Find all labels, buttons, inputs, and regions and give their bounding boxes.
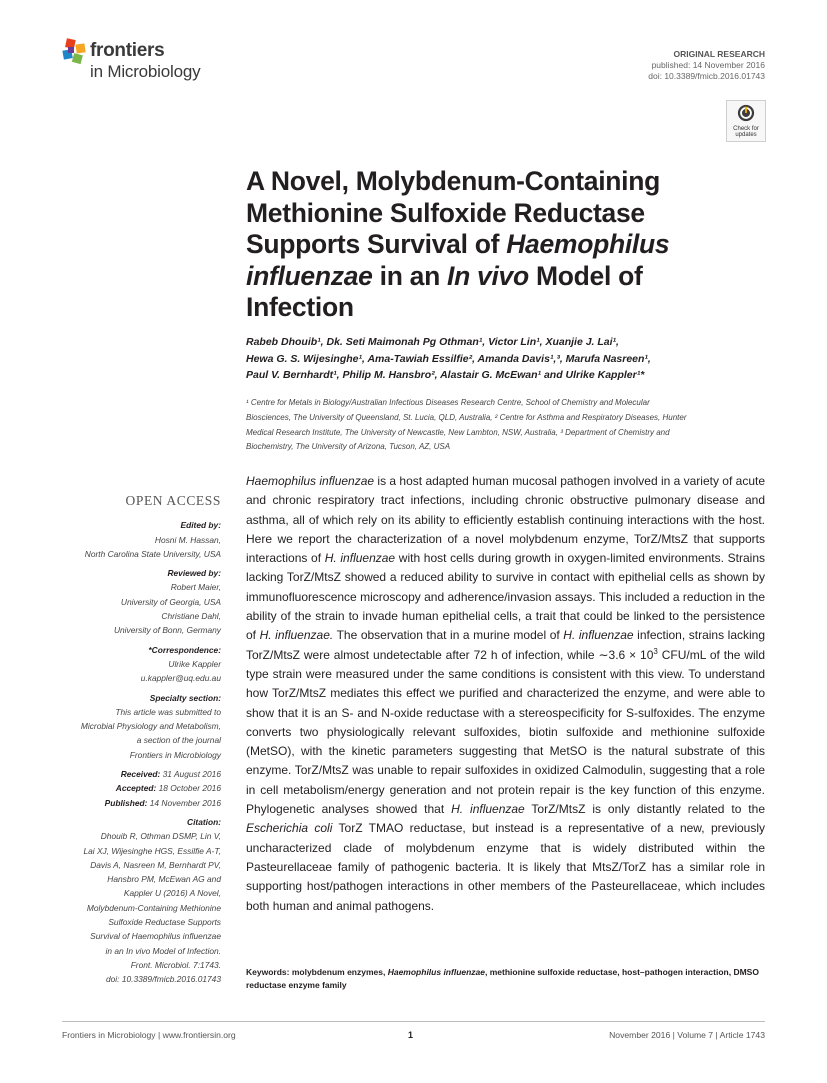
editor-affiliation: North Carolina State University, USA (84, 548, 221, 559)
citation-line-6: Molybdenum-Containing Methionine (86, 902, 221, 913)
affiliation-line-3: Medical Research Institute, The University of Newcastle, New Lambton, NSW, Australia, ³ Department of Chemistry and (246, 427, 670, 437)
accepted-date (40, 781, 221, 795)
check-for-updates-icon (737, 104, 755, 122)
citation-line-1: Dhouib R, Othman DSMP, Lin V, (100, 831, 221, 842)
check-for-updates-button[interactable] (726, 100, 766, 142)
affiliations (246, 396, 766, 455)
keywords-part-3: , methionine sulfoxide reductase, host–pathogen interaction, DMSO reductase enzyme family (246, 967, 759, 990)
specialty-line-2: Microbial Physiology and Metabolism, (80, 721, 221, 732)
article-type: ORIGINAL RESEARCH (673, 49, 765, 59)
specialty-line-3: a section of the journal (136, 735, 221, 746)
editor-name: Hosni M. Hassan, (154, 534, 221, 545)
abstract-seg-12: Escherichia coli (246, 821, 333, 836)
specialty-line-4: Frontiers in Microbiology (129, 749, 221, 760)
citation-label: Citation: (187, 816, 221, 827)
affiliation-line-1: ¹ Centre for Metals in Biology/Australian Infectious Diseases Research Centre, School of Chemistry and Molecular (246, 398, 650, 407)
received-value: 31 August 2016 (160, 769, 221, 780)
logo-line-2: in Microbiology (90, 62, 201, 81)
open-access-label[interactable]: OPEN ACCESS (125, 493, 221, 508)
keywords-label: Keywords: (246, 967, 290, 977)
abstract-seg-09: CFU/mL of the wild type strain were measured under the same conditions is consistent with this view. To understand how TorZ/MtsZ mediates this effect we purified and characterized the enzyme, and were able to show that it is an S- and N-oxide reductase with a stereospecificity for S-sulfoxides. The enzyme converts two physiologically relevant sulfoxides, biotin sulfoxide and methionine sulfoxide (MetSO), with the kinetic parameters suggesting that MetSO is the natural substrate of this enzyme. TorZ/MtsZ was unable to repair sulfoxides in oxidized Calmodulin, suggesting that a role in cell metabolism/energy generation and not protein repair is the key function of this enzyme. Phylogenetic analyses showed that (246, 647, 766, 817)
badge-line-2: updates (735, 132, 757, 138)
affiliation-line-2: Biosciences, The University of Queensland, St. Lucia, QLD, Australia, ² Centre for Asthma and Respiratory Diseases, Hunter (246, 412, 687, 422)
abstract-seg-03: H. influenzae (324, 551, 396, 566)
reviewer-2-name: Christiane Dahl, (161, 611, 221, 622)
footer-page-number: 1 (408, 1030, 414, 1040)
abstract-seg-01: Haemophilus influenzae (246, 474, 375, 488)
badge-line-1: Check for (733, 125, 759, 132)
authors-line-2[interactable]: Hewa G. S. Wijesinghe¹, Ama-Tawiah Essilfie², Amanda Davis¹,³, Marufa Nasreen¹, (246, 352, 651, 365)
article-header-info (648, 49, 765, 82)
abstract-seg-08-sup: 3 (653, 646, 658, 656)
abstract-seg-10: H. influenzae (451, 802, 525, 817)
abstract (246, 472, 765, 916)
specialty-line-1: This article was submitted to (115, 706, 221, 717)
citation-line-4: Hansbro PM, McEwan AG and (107, 874, 221, 885)
abstract-seg-04: with host cells during growth in oxygen-limited environments. Strains lacking TorZ/MtsZ showed a reduced ability to survive in contact with epithelial cells as shown by immunofluorescence microscopy and adherence/invasion assays. This included a reduction in the ability of the strain to invade human epithelial cells, a trait that could be linked to the persistence of (246, 551, 765, 643)
correspondence-name: Ulrike Kappler (168, 658, 221, 669)
reviewer-2-affiliation: University of Bonn, Germany (113, 625, 221, 636)
citation-line-7: Sulfoxide Reductase Supports (108, 917, 221, 928)
citation-line-5: Kappler U (2016) A Novel, (123, 888, 221, 899)
title-part-3: in an (372, 260, 448, 291)
accepted-label: Accepted: (115, 783, 157, 794)
correspondence-email[interactable]: u.kappler@uq.edu.au (140, 673, 221, 684)
article-title (246, 166, 746, 324)
title-part-2: Haemophilus influenzae (246, 229, 670, 291)
abstract-seg-08: infection, strains lacking TorZ/MtsZ were almost undetectable after 72 h of infection, while ∼3.6 × 10 (246, 628, 766, 662)
footer-divider (62, 1021, 765, 1022)
footer-issue-info: November 2016 | Volume 7 | Article 1743 (609, 1030, 765, 1040)
citation-line-2: Lai XJ, Wijesinghe HGS, Essilfie A-T, (83, 845, 221, 856)
published-date-sidebar (40, 796, 221, 810)
citation-line-8: Survival of Haemophilus influenzae (90, 931, 221, 942)
keywords-part-2: Haemophilus influenzae (387, 967, 486, 977)
header-doi[interactable]: doi: 10.3389/fmicb.2016.01743 (648, 71, 765, 81)
published-label: Published: (104, 797, 148, 808)
citation-line-3: Davis A, Nasreen M, Bernhardt PV, (90, 859, 221, 870)
abstract-seg-07: H. influenzae (563, 628, 634, 643)
keywords-part-1: molybdenum enzymes, (289, 967, 388, 977)
abstract-seg-06: The observation that in a murine model of (333, 628, 564, 643)
author-list (246, 334, 766, 384)
affiliation-line-4: Biochemistry, The University of Arizona, Tucson, AZ, USA (246, 442, 451, 452)
accepted-value: 18 October 2016 (156, 783, 221, 794)
abstract-seg-13: TorZ TMAO reductase, but instead is a representative of a new, previously uncharacterized clade of molybdenum enzyme that is widely distributed within the Pasteurellaceae family of pathogenic bacteria. It is likely that MtsZ/TorZ has a similar role in supporting host/pathogen interactions in other members of the Pasteurellaceae, which includes both human and animal pathogens. (246, 821, 765, 913)
frontiers-logo-icon (62, 38, 88, 66)
title-part-5: Model of Infection (246, 260, 643, 322)
reviewed-by-label: Reviewed by: (167, 568, 221, 579)
reviewer-1-affiliation: University of Georgia, USA (120, 596, 221, 607)
specialty-section-label: Specialty section: (149, 692, 221, 703)
citation-line-11[interactable]: doi: 10.3389/fmicb.2016.01743 (105, 974, 221, 985)
keywords (246, 966, 765, 991)
title-part-4: In vivo (447, 260, 529, 291)
published-date: published: 14 November 2016 (651, 60, 765, 70)
citation-line-10: Front. Microbiol. 7:1743. (130, 959, 221, 970)
correspondence-label: *Correspondence: (148, 644, 221, 655)
title-part-1: A Novel, Molybdenum-Containing Methionine Sulfoxide Reductase Supports Survival of (246, 166, 661, 259)
abstract-seg-02: is a host adapted human mucosal pathogen involved in a variety of acute and chronic respiratory tract infections, including chronic obstructive pulmonary disease and asthma, all of which rely on its ability to efficiently establish continuing interactions with the host. Here we report the characterization of a novel molybdenum enzyme, TorZ/MtsZ that supports interactions of (246, 474, 766, 566)
published-value: 14 November 2016 (147, 797, 221, 808)
authors-line-3[interactable]: Paul V. Bernhardt¹, Philip M. Hansbro², Alastair G. McEwan¹ and Ulrike Kappler¹* (246, 369, 645, 381)
edited-by-label: Edited by: (180, 520, 221, 531)
journal-logo[interactable] (62, 38, 232, 86)
received-date (40, 767, 221, 781)
footer-journal-link[interactable]: Frontiers in Microbiology | www.frontiersin.org (62, 1030, 236, 1040)
reviewer-1-name: Robert Maier, (170, 582, 221, 593)
abstract-seg-11: TorZ/MtsZ is only distantly related to the (524, 802, 765, 817)
abstract-seg-05: H. influenzae. (259, 628, 334, 643)
received-label: Received: (120, 769, 161, 780)
logo-line-1: frontiers (90, 40, 165, 61)
authors-line-1[interactable]: Rabeb Dhouib¹, Dk. Seti Maimonah Pg Othman¹, Victor Lin¹, Xuanjie J. Lai¹, (246, 336, 619, 348)
article-info-sidebar (40, 494, 221, 987)
citation-line-9: in an In vivo Model of Infection. (105, 945, 221, 956)
